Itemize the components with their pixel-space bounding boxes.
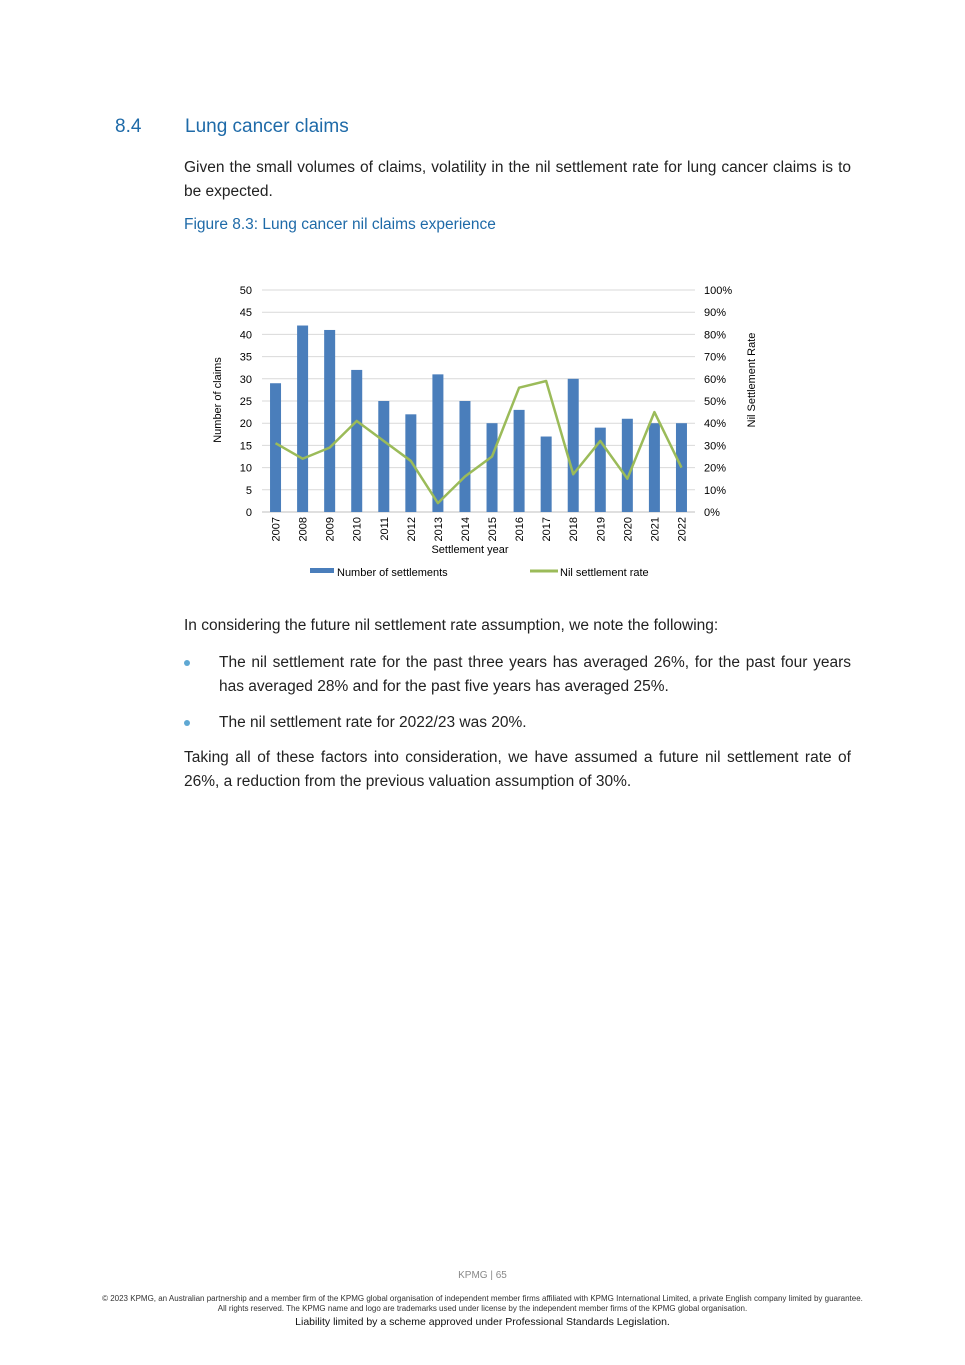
series-line <box>276 381 682 503</box>
section-title: Lung cancer claims <box>185 116 349 137</box>
liability-notice: Liability limited by a scheme approved under Professional Standards Legislation. <box>295 1316 670 1328</box>
chart-bars <box>270 326 687 512</box>
legend-bar-label: Number of settlements <box>337 567 448 579</box>
y2-tick-label: 30% <box>704 440 727 453</box>
y2-tick-label: 80% <box>704 329 727 342</box>
y-tick-label: 30 <box>239 373 252 386</box>
bar <box>487 423 498 512</box>
y-tick-label: 35 <box>239 351 252 364</box>
y-tick-label: 40 <box>239 329 252 342</box>
bullet-text: The nil settlement rate for 2022/23 was 20%. <box>219 714 527 731</box>
x-tick-label: 2011 <box>378 517 391 541</box>
bar <box>432 374 443 512</box>
chart <box>200 275 780 590</box>
bar <box>622 419 633 512</box>
bar <box>351 370 362 512</box>
bar <box>297 326 308 512</box>
y-tick-label: 5 <box>245 484 252 497</box>
y-tick-label: 0 <box>245 507 252 519</box>
bullet-text: The nil settlement rate for the past three years has averaged 26%, for the past four years has averaged 28% and for the past five years has averaged 25%. <box>219 654 851 695</box>
bar <box>324 330 335 512</box>
y2-tick-label: 50% <box>704 396 727 408</box>
y2-tick-label: 10% <box>704 484 727 497</box>
bar <box>568 379 579 512</box>
x-tick-label: 2008 <box>297 517 310 542</box>
x-tick-label: 2014 <box>459 517 472 542</box>
bar <box>649 423 660 512</box>
copyright-notice: © 2023 KPMG, an Australian partnership and a member firm of the KPMG global organisation of independent member firms affiliated with KPMG International Limited, a private English company limited by guarantee. All rights reserved. The KPMG name and logo are trademarks used under license by the independent member firms of the KPMG global organisation. <box>102 1294 863 1313</box>
x-tick-label: 2013 <box>432 517 445 542</box>
x-tick-label: 2019 <box>595 517 608 542</box>
section-heading <box>115 116 349 138</box>
conclusion-paragraph: Taking all of these factors into consideration, we have assumed a future nil settlement rate of 26%, a reduction from the previous valuation assumption of 30%. <box>184 749 851 790</box>
chart-line <box>275 381 681 503</box>
x-tick-label: 2012 <box>405 517 418 542</box>
y2-tick-label: 60% <box>704 373 727 386</box>
y-tick-label: 15 <box>239 440 252 453</box>
bar <box>378 401 389 512</box>
y-tick-label: 25 <box>239 396 252 408</box>
y-tick-label: 50 <box>239 285 252 297</box>
y2-tick-label: 70% <box>704 351 727 364</box>
y2-tick-label: 90% <box>704 307 727 320</box>
y-tick-label: 20 <box>239 418 252 431</box>
y2-tick-label: 0% <box>704 507 720 519</box>
section-number: 8.4 <box>115 116 142 137</box>
considering-paragraph: In considering the future nil settlement rate assumption, we note the following: <box>184 617 719 634</box>
x-axis-label: Settlement year <box>431 544 509 556</box>
x-tick-label: 2010 <box>351 517 364 542</box>
x-tick-label: 2015 <box>487 517 500 542</box>
y2-axis-ticks <box>704 285 732 519</box>
y-axis-label: Number of claims <box>212 357 224 443</box>
y2-tick-label: 100% <box>704 285 733 297</box>
bar <box>459 401 470 512</box>
bar <box>270 383 281 512</box>
figure-caption: Figure 8.3: Lung cancer nil claims experience <box>184 216 496 233</box>
y-tick-label: 45 <box>239 307 252 320</box>
x-tick-label: 2020 <box>622 517 635 542</box>
x-tick-label: 2021 <box>649 517 662 542</box>
x-tick-label: 2007 <box>270 517 283 542</box>
x-tick-label: 2022 <box>676 517 689 542</box>
bar <box>514 410 525 512</box>
y-tick-label: 10 <box>239 462 252 475</box>
legend-bar-swatch <box>310 568 334 573</box>
legend-line-label: Nil settlement rate <box>560 567 649 579</box>
y2-axis-label: Nil Settlement Rate <box>746 332 758 428</box>
chart-legend <box>310 567 649 579</box>
bar <box>541 437 552 512</box>
x-axis-ticks <box>271 517 689 541</box>
x-tick-label: 2009 <box>324 517 337 542</box>
y2-tick-label: 20% <box>704 462 727 475</box>
y2-tick-label: 40% <box>704 418 727 431</box>
x-tick-label: 2016 <box>514 517 527 542</box>
page-number: KPMG | 65 <box>458 1270 507 1281</box>
x-tick-label: 2018 <box>568 517 581 542</box>
y-axis-ticks <box>240 285 252 519</box>
bullet-dot-icon <box>184 720 190 726</box>
bullet-dot-icon <box>184 660 190 666</box>
intro-paragraph: Given the small volumes of claims, volatility in the nil settlement rate for lung cancer claims is to be expected. <box>184 159 851 200</box>
x-tick-label: 2017 <box>541 517 554 542</box>
